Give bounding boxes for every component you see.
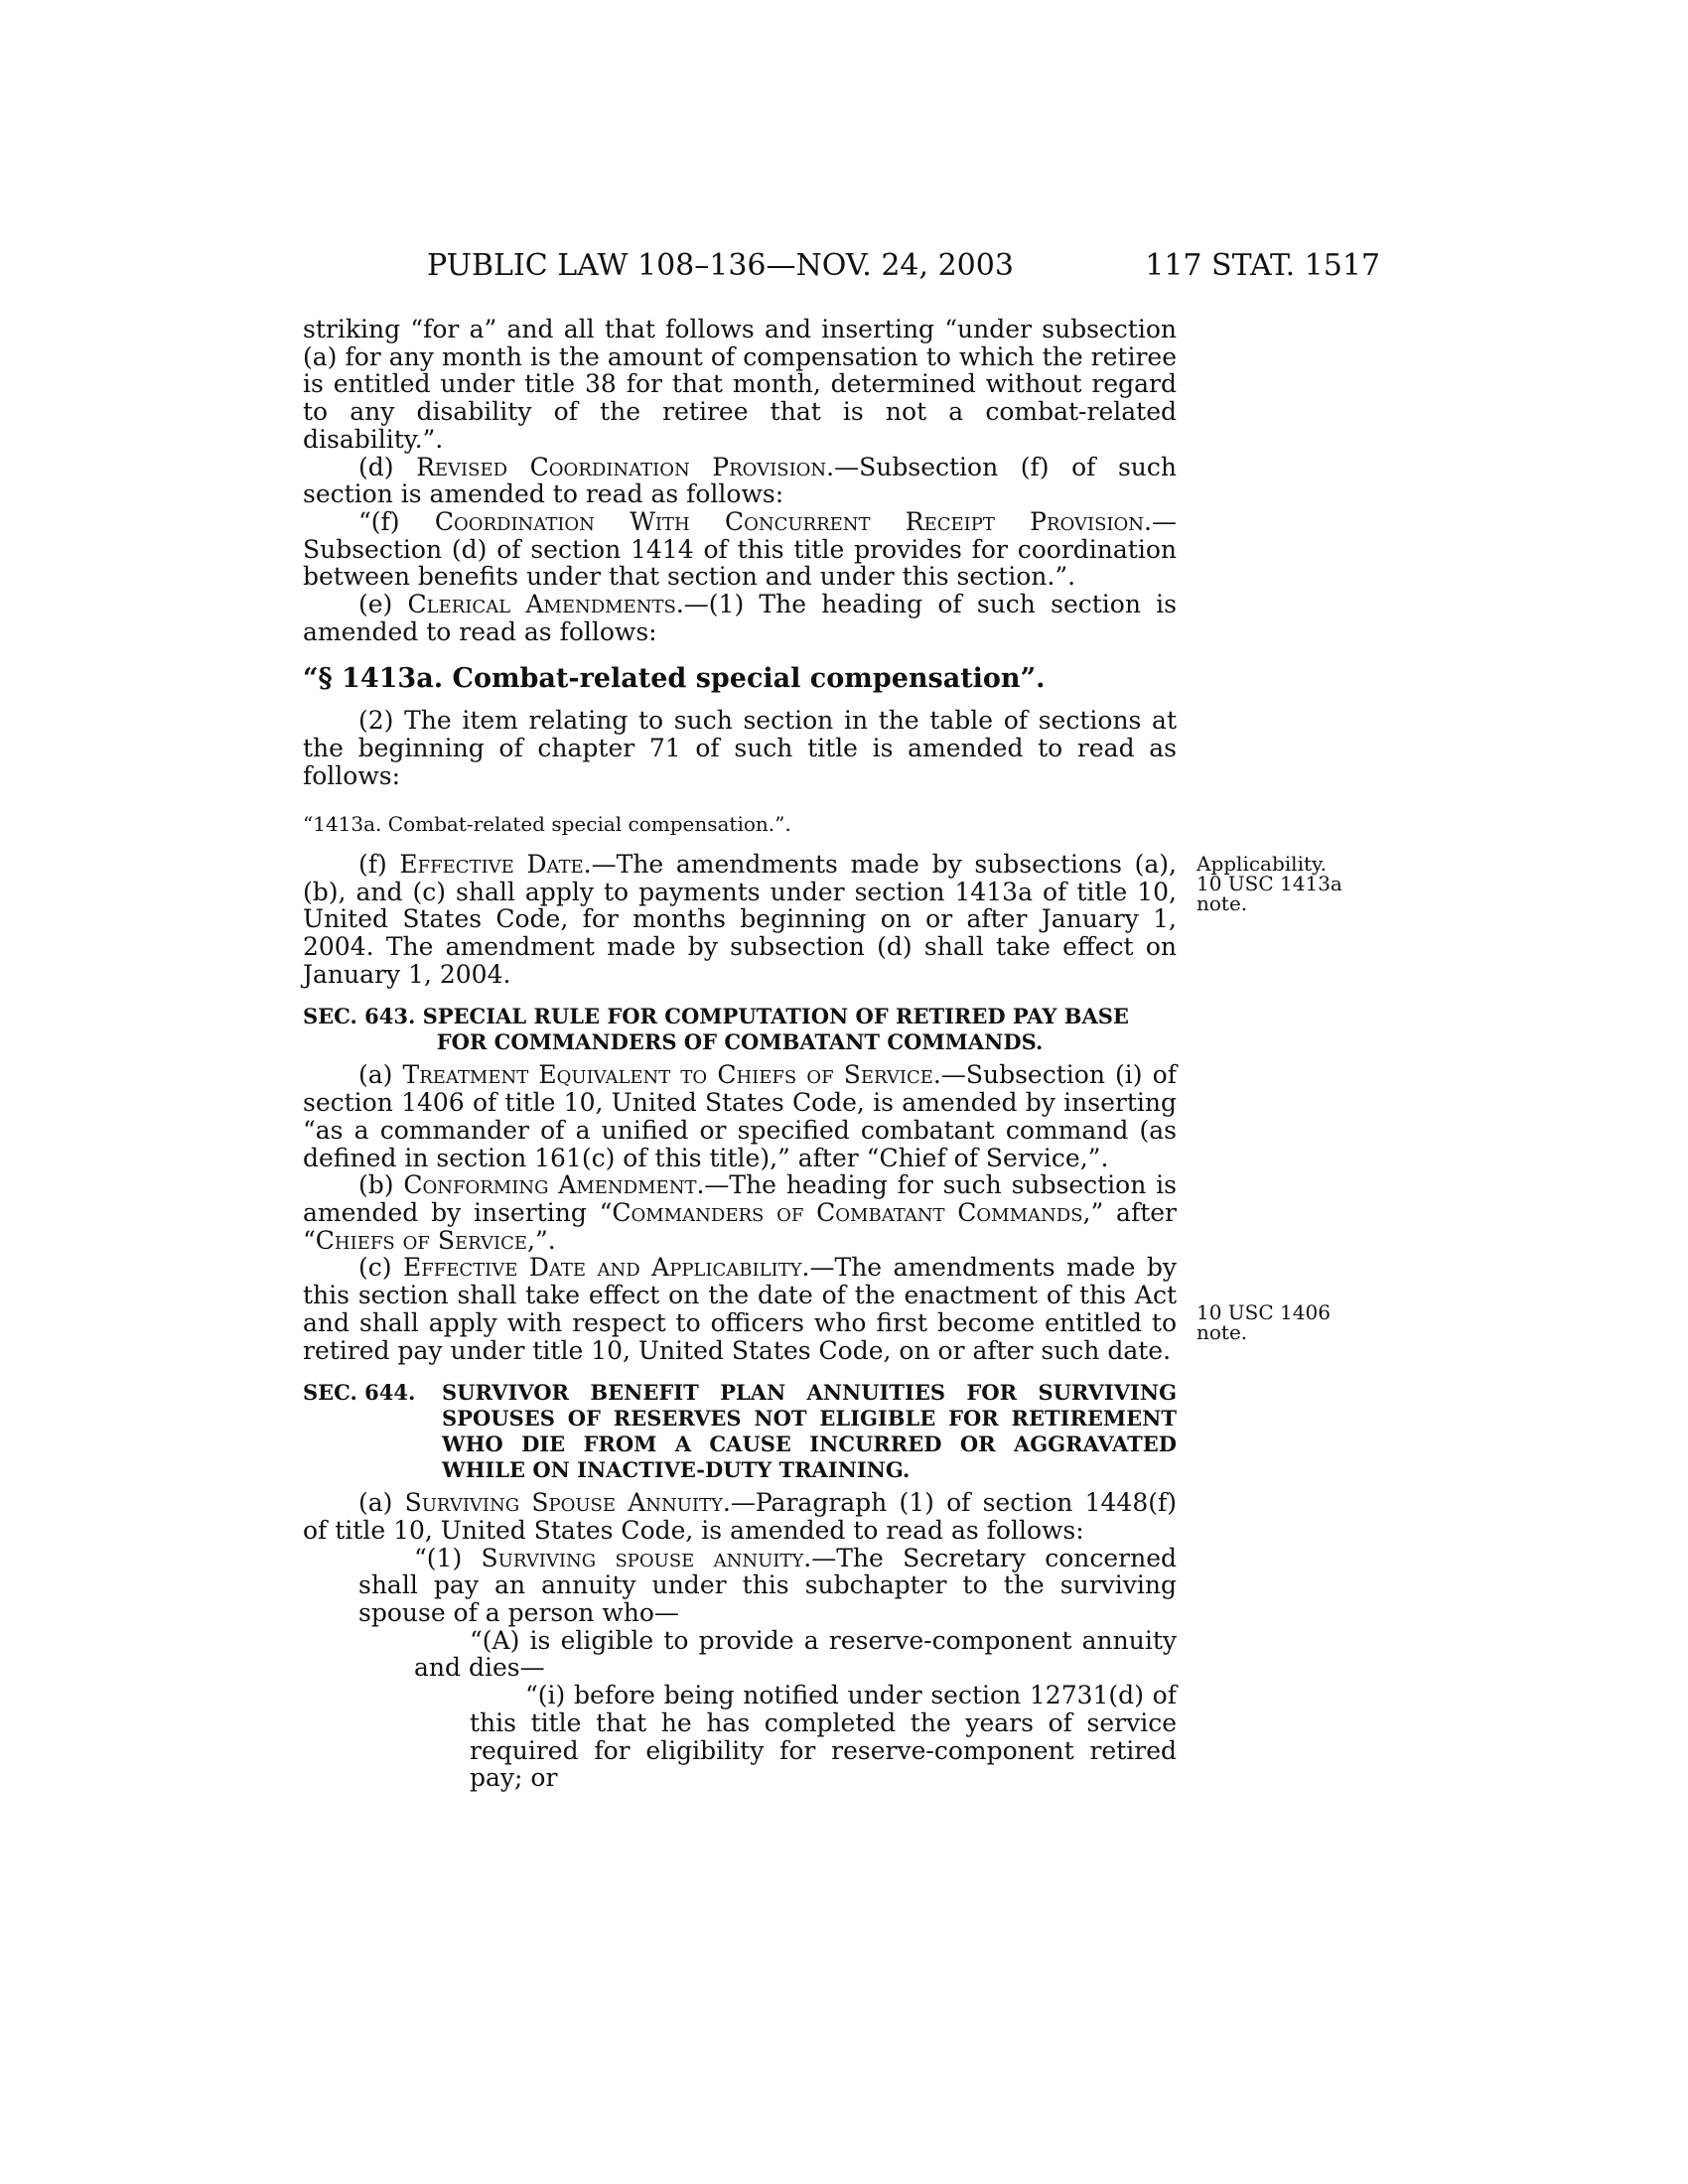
header-statute-page: 117 STAT. 1517 [1145,248,1380,283]
margin-note-1406 [1196,1302,1331,1342]
paragraph-table-of-sections: (2) The item relating to such section in the table of sections at the beginning of chapter 71 of such title is amended to read as follows: [303,706,1177,790]
paragraph-text: —The Secretary concerned shall pay an annuity under this subchapter to the surviving spouse of a person who— [358,1543,1178,1628]
paragraph-clause-i: “(i) before being notified under section 12731(d) of this title that he has completed the years of service required for eligibility for reserve-component retired pay; or [470,1681,1177,1793]
paragraph-label: (b) [358,1170,404,1200]
subsection-heading: Treatment Equivalent to Chiefs of Service. [402,1060,941,1090]
paragraph-label: (a) [358,1488,405,1518]
table-of-sections-item: “1413a. Combat-related special compensation.”. [303,812,791,837]
section-644-heading [303,1380,1177,1483]
header-public-law: PUBLIC LAW 108–136—NOV. 24, 2003 [427,248,1014,283]
paragraph-clerical-amendments [303,591,1177,645]
paragraph-text: —The amendments made by this section shall take effect on the date of the enactment of this Act and shall apply with respect to officers who first become entitled to retired pay under title 10, United States Code, on or after such date. [303,1253,1178,1365]
margin-note-line: 10 USC 1413a [1196,872,1342,895]
section-644-number: SEC. 644. [303,1380,416,1406]
paragraph-text: — Subsection (d) of section 1414 of this title provides for coordination between benefits under that section and under this section.”. [303,506,1177,592]
margin-note-line: 10 USC 1406 [1196,1300,1331,1324]
margin-note-applicability [1196,854,1342,913]
paragraph-text: —The amendments made by subsections (a), (b), and (c) shall apply to payments under section 1413a of title 10, United States Code, for months beginning on or after January 1, 2004. The amendment made by subsection (d) shall take effect on January 1, 2004. [303,849,1177,989]
page-header [427,248,1380,288]
quoted-heading: Commanders of Combatant Commands, [612,1197,1091,1227]
paragraph-text: —Paragraph (1) of section 1448(f) of title 10, United States Code, is amended to read as follows: [303,1488,1177,1545]
paragraph-label: (a) [358,1060,403,1090]
paragraph-effective-date [303,851,1177,989]
paragraph-striking: striking “for a” and all that follows and inserting “under subsection (a) for any month is the amount of compensation to which the retiree is entitled under title 38 for that month, determined without regard to any disability of the retiree that is not a combat-related disability.”. [303,315,1177,454]
section-643-heading-line2: FOR COMMANDERS OF COMBATANT COMMANDS. [436,1029,1044,1055]
paragraph-text: —The heading for such subsection is amended by inserting “ [303,1170,1177,1227]
quoted-heading: Chiefs of Service, [315,1225,535,1255]
paragraph-quoted-annuity [303,1545,1177,1627]
paragraph-subparagraph-a: “(A) is eligible to provide a reserve-component annuity and dies— [414,1625,1177,1683]
section-644-title: SURVIVOR BENEFIT PLAN ANNUITIES FOR SURVIVING SPOUSES OF RESERVES NOT ELIGIBLE FOR RETIREMENT WHO DIE FROM A CAUSE INCURRED OR AGGRAVATED WHILE ON INACTIVE-DUTY TRAINING. [442,1380,1177,1483]
margin-note-line: Applicability. [1196,852,1327,876]
paragraph-text: ”. [534,1225,556,1255]
paragraph-conforming-amendment [303,1171,1177,1254]
subsection-heading: Effective Date and Applicability. [402,1253,810,1283]
paragraph-label: (e) [358,590,408,619]
paragraph-text: ” after “ [303,1197,1177,1255]
paragraph-coordination-concurrent-receipt [303,508,1177,591]
paragraph-text: —Subsection (f) of such section is amended to read as follows: [303,452,1177,509]
section-643-heading [303,1004,1177,1055]
subsection-heading: Effective Date. [399,849,592,879]
document-body [303,316,1177,1792]
subsection-heading: Surviving Spouse Annuity. [404,1488,731,1518]
subsection-heading: Revised Coordination Provision. [416,452,835,481]
paragraph-revised-coordination [303,454,1177,508]
paragraph-label: (c) [358,1253,403,1283]
paragraph-treatment-equivalent [303,1061,1177,1171]
paragraph-label: “(1) [414,1543,482,1572]
paragraph-effective-date-applicability [303,1254,1177,1364]
subsection-heading: Conforming Amendment. [403,1170,705,1200]
paragraph-label: (f) [358,849,400,879]
subsection-heading: Clerical Amendments. [407,590,684,619]
paragraph-label: “(f) [358,506,435,536]
margin-note-line: note. [1196,891,1248,915]
paragraph-label: (d) [358,452,417,481]
section-heading-1413a: “§ 1413a. Combat-related special compensation”. [303,663,1046,695]
section-643-heading-line1: SEC. 643. SPECIAL RULE FOR COMPUTATION OF RETIRED PAY BASE [303,1004,1129,1029]
paragraph-text: —Subsection (i) of section 1406 of title 10, United States Code, is amended by inserting “as a commander of a unified or specified combatant command (as defined in section 161(c) of this title),” after “Chief of Service,”. [303,1060,1177,1172]
paragraph-surviving-spouse-annuity [303,1489,1177,1544]
paragraph-text: —(1) The heading of such section is amended to read as follows: [303,590,1177,646]
subsection-heading: Coordination With Concurrent Receipt Provision. [434,506,1152,536]
subsection-heading: Surviving spouse annuity. [481,1543,812,1572]
margin-note-line: note. [1196,1320,1248,1344]
